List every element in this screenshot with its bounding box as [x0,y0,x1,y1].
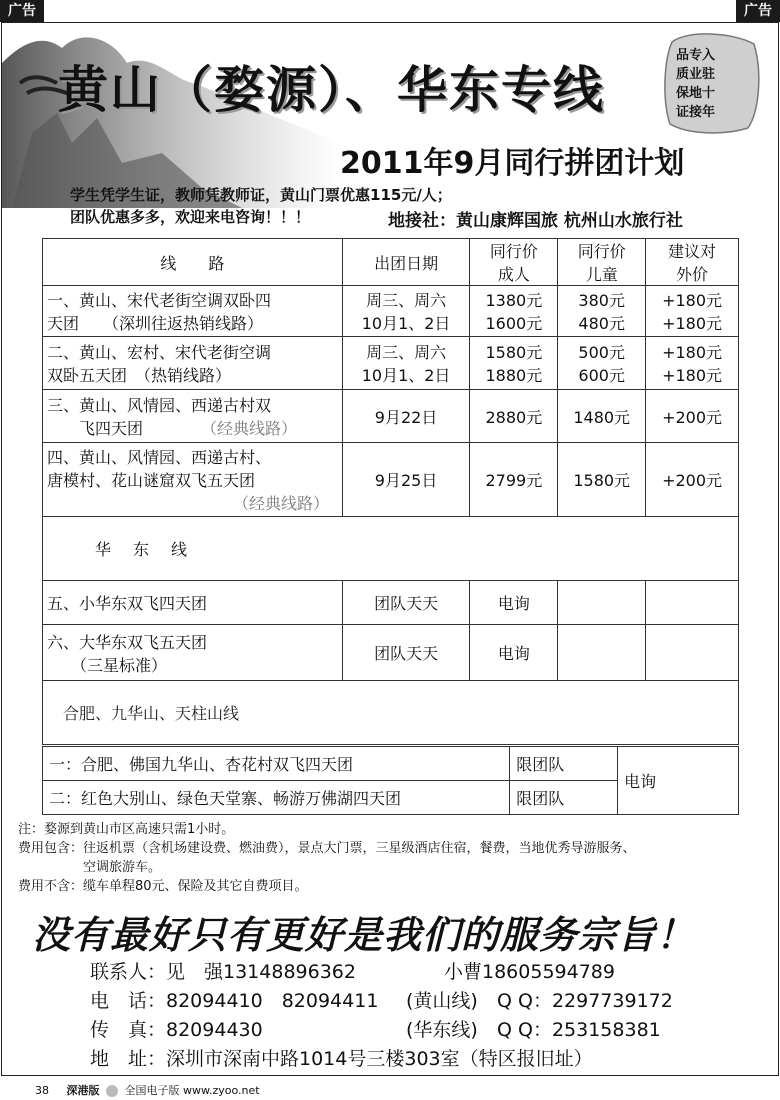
contact-person-2: 小曹18605594789 [444,961,615,983]
route-name: 六、大华东双飞五天团 （三星标准） [43,625,343,681]
edition: 深港版 [66,1084,100,1097]
route-price: 电询 [618,747,739,815]
section-title-row [43,517,739,581]
contact-person: 联系人：见 强13148896362 [90,961,356,983]
page-number: 38 [35,1084,49,1097]
header-adult: 同行价 成人 [470,239,558,286]
stone-badge-text [676,46,746,122]
header-extra: 建议对 外价 [646,239,739,286]
table-row [43,581,739,625]
route-date: 周三、周六 10月1、2日 [342,337,470,390]
promo-line: 学生凭学生证，教师凭教师证，黄山门票优惠115元/人； [70,186,452,204]
note-line: 费用不含：缆车单程80元、保险及其它自费项目。 [18,879,308,894]
route-adult-price: 2880元 [470,390,558,443]
ground-agency: 地接社：黄山康辉国旅 杭州山水旅行社 [388,211,683,231]
route-price: 电询 [470,581,558,625]
notes [18,820,768,896]
route-schedule: 限团队 [510,781,618,815]
stone-line: 保地十 [676,86,716,101]
page-footer [35,1082,260,1098]
route-extra-price: +200元 [646,390,739,443]
route-schedule: 团队天天 [342,625,470,681]
section-title-row [43,681,739,745]
route-name: 五、小华东双飞四天团 [43,581,343,625]
route-extra-price: +180元 +180元 [646,286,739,337]
route-date: 周三、周六 10月1、2日 [342,286,470,337]
table-row [43,286,739,337]
empty-cell [646,581,739,625]
route-child-price: 380元 480元 [558,286,646,337]
route-adult-price: 1580元 1880元 [470,337,558,390]
empty-cell [558,625,646,681]
contact-block [90,958,673,1074]
stone-line: 质业驻 [676,67,716,82]
site-link[interactable]: 全国电子版 www.zyoo.net [124,1084,260,1097]
route-extra-price: +180元 +180元 [646,337,739,390]
note-line: 空调旅游车。 [18,860,162,875]
route-schedule: 限团队 [510,747,618,781]
fax: 传 真：82094430 [90,1019,263,1041]
qq-1: Q Q：2297739172 [497,990,673,1012]
phone-note: (黄山线) [406,990,478,1012]
phone-row [90,987,673,1016]
route-price: 电询 [470,625,558,681]
slogan: 没有最好只有更好是我们的服务宗旨！ [32,913,696,957]
table-header-row [43,239,739,286]
address-row [90,1045,593,1074]
ad-label-left: 广告 [0,0,44,22]
hefei-table [42,746,739,815]
note-line: 费用包含：往返机票（含机场建设费、燃油费），景点大门票，三星级酒店住宿，餐费，当地优秀导游服务、 [18,841,636,856]
page-subtitle: 2011年9月同行拼团计划 [340,146,685,181]
fax-note: (华东线) [406,1019,478,1041]
logo-icon [106,1085,118,1097]
contact-row [90,958,615,987]
route-child-price: 1580元 [558,443,646,517]
table-row [43,337,739,390]
promo-line: 团队优惠多多，欢迎来电咨询！！！ [70,208,311,226]
route-name: 四、黄山、风情园、西递古村、 唐模村、花山谜窟双飞五天团 （经典线路） [43,443,343,517]
route-name: 三、黄山、风情园、西递古村双 飞四天团 （经典线路） [43,390,343,443]
fax-row [90,1016,661,1045]
stone-line: 品专入 [676,48,716,63]
table-row [43,625,739,681]
route-extra-price: +200元 [646,443,739,517]
route-schedule: 团队天天 [342,581,470,625]
address: 地 址：深圳市深南中路1014号三楼303室（特区报旧址） [90,1048,593,1070]
route-adult-price: 1380元 1600元 [470,286,558,337]
route-adult-price: 2799元 [470,443,558,517]
route-date: 9月25日 [342,443,470,517]
route-child-price: 1480元 [558,390,646,443]
header-date: 出团日期 [342,239,470,286]
route-name: 一：合肥、佛国九华山、杏花村双飞四天团 [43,747,510,781]
price-table [42,238,739,745]
route-date: 9月22日 [342,390,470,443]
note-line: 注：婺源到黄山市区高速只需1小时。 [18,822,235,837]
route-name: 二、黄山、宏村、宋代老街空调 双卧五天团 （热销线路） [43,337,343,390]
route-name: 二：红色大别山、绿色天堂寨、畅游万佛湖四天团 [43,781,510,815]
table-row [43,747,739,781]
header-child: 同行价 儿童 [558,239,646,286]
page-title: 黄山（婺源）、华东专线 [58,60,605,119]
east-china-title: 华东线 [43,517,739,581]
table-row [43,390,739,443]
qq-2: Q Q：253158381 [497,1019,661,1041]
hefei-title: 合肥、九华山、天柱山线 [43,681,739,745]
empty-cell [646,625,739,681]
phone: 电 话：82094410 82094411 [90,990,379,1012]
header-route: 线 路 [43,239,343,286]
route-name: 一、黄山、宋代老街空调双卧四 天团 （深圳往返热销线路） [43,286,343,337]
ad-label-right: 广告 [736,0,780,22]
stone-line: 证接年 [676,105,716,120]
route-child-price: 500元 600元 [558,337,646,390]
table-row [43,443,739,517]
empty-cell [558,581,646,625]
